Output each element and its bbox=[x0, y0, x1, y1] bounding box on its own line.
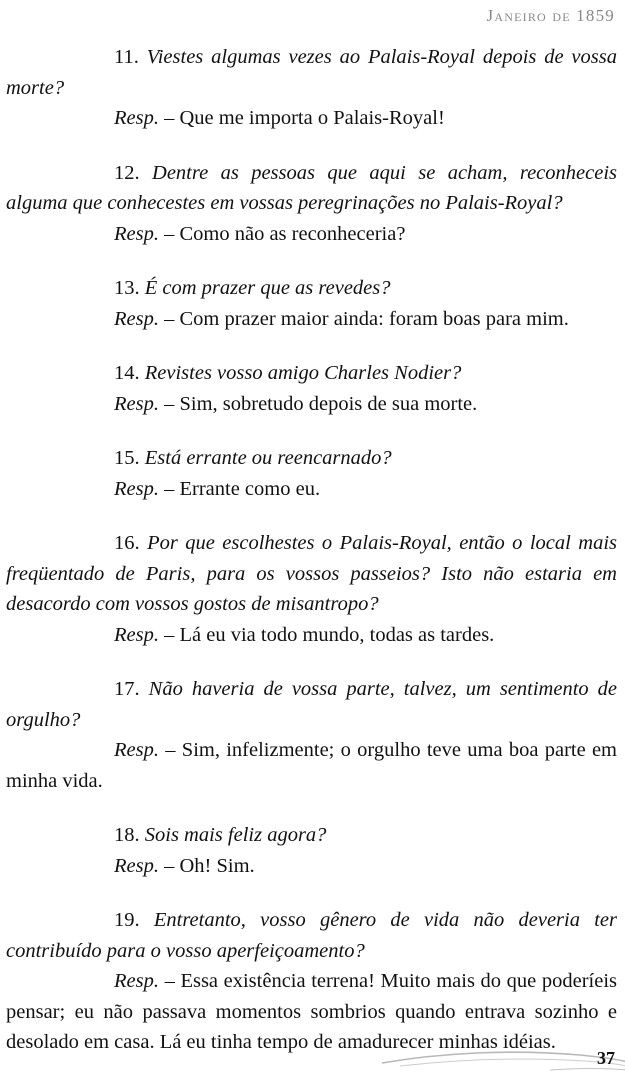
resp-label: Resp. bbox=[114, 854, 159, 877]
qa-entry-11 bbox=[6, 42, 617, 134]
resp-label: Resp. bbox=[114, 307, 159, 330]
qa-entry-12 bbox=[6, 158, 617, 250]
response bbox=[6, 474, 617, 505]
resp-label: Resp. bbox=[114, 623, 159, 646]
question-number: 19. bbox=[114, 909, 140, 931]
qa-entry-13 bbox=[6, 273, 617, 334]
question-text: Viestes algumas vezes ao Palais-Royal depois de vossa morte? bbox=[6, 46, 617, 99]
qa-entry-17 bbox=[6, 674, 617, 796]
resp-label: Resp. bbox=[114, 392, 159, 415]
question bbox=[6, 158, 617, 219]
response bbox=[6, 103, 617, 134]
response bbox=[6, 620, 617, 651]
question bbox=[6, 42, 617, 103]
resp-label: Resp. bbox=[114, 477, 159, 500]
resp-label: Resp. bbox=[114, 970, 159, 992]
response bbox=[6, 389, 617, 420]
question bbox=[6, 273, 617, 304]
question bbox=[6, 528, 617, 620]
question-number: 18. bbox=[114, 824, 140, 846]
response bbox=[6, 304, 617, 335]
question bbox=[6, 358, 617, 389]
question-text: Não haveria de vossa parte, talvez, um sentimento de orgulho? bbox=[6, 678, 617, 731]
question-text: Está errante ou reencarnado? bbox=[144, 447, 392, 469]
question-text: Por que escolhestes o Palais-Royal, então o local mais freqüentado de Paris, para os vossos passeios? Isto não estaria em desacordo com vossos gostos de misantropo? bbox=[6, 532, 617, 615]
qa-entry-16 bbox=[6, 528, 617, 650]
resp-label: Resp. bbox=[114, 739, 159, 761]
response bbox=[6, 851, 617, 882]
question-number: 15. bbox=[114, 447, 140, 469]
answer-text: – Essa existência terrena! Muito mais do que poderíeis pensar; eu não passava momentos sombrios quando entrava sozinho e desolado em casa. Lá eu tinha tempo de amadurecer minhas idéias. bbox=[6, 970, 618, 1053]
question-text: Dentre as pessoas que aqui se acham, reconheceis alguma que conhecestes em vossas peregrinações no Palais-Royal? bbox=[6, 161, 618, 214]
question-number: 17. bbox=[114, 678, 140, 700]
question-text: Sois mais feliz agora? bbox=[144, 824, 327, 846]
answer-text: – Oh! Sim. bbox=[164, 854, 255, 877]
response bbox=[6, 219, 617, 250]
question bbox=[6, 674, 617, 735]
qa-entry-18 bbox=[6, 820, 617, 881]
resp-label: Resp. bbox=[114, 107, 159, 129]
response bbox=[6, 735, 617, 796]
question-number: 12. bbox=[114, 161, 140, 184]
answer-text: – Que me importa o Palais-Royal! bbox=[164, 107, 445, 129]
question-text: É com prazer que as revedes? bbox=[144, 277, 391, 299]
answer-text: – Com prazer maior ainda: foram boas para mim. bbox=[164, 307, 569, 330]
question-text: Entretanto, vosso gênero de vida não deveria ter contribuído para o vosso aperfeiçoamento? bbox=[6, 909, 618, 962]
answer-text: – Como não as reconheceria? bbox=[164, 222, 406, 245]
question-number: 13. bbox=[114, 277, 140, 299]
running-head: Janeiro de 1859 bbox=[486, 6, 615, 25]
question bbox=[6, 820, 617, 851]
resp-label: Resp. bbox=[114, 222, 159, 245]
answer-text: – Sim, sobretudo depois de sua morte. bbox=[164, 392, 478, 415]
question-number: 14. bbox=[114, 362, 140, 384]
question-number: 11. bbox=[114, 46, 139, 68]
page-number: 37 bbox=[597, 1048, 615, 1068]
qa-entry-14 bbox=[6, 358, 617, 419]
question bbox=[6, 905, 617, 966]
answer-text: – Lá eu via todo mundo, todas as tardes. bbox=[164, 623, 495, 646]
answer-text: – Sim, infelizmente; o orgulho teve uma boa parte em minha vida. bbox=[6, 739, 618, 792]
question bbox=[6, 443, 617, 474]
page-body bbox=[6, 42, 617, 1082]
qa-entry-15 bbox=[6, 443, 617, 504]
question-text: Revistes vosso amigo Charles Nodier? bbox=[144, 362, 462, 384]
footer-swoosh-ornament bbox=[380, 1035, 625, 1075]
question-number: 16. bbox=[114, 532, 140, 554]
answer-text: – Errante como eu. bbox=[164, 477, 321, 500]
